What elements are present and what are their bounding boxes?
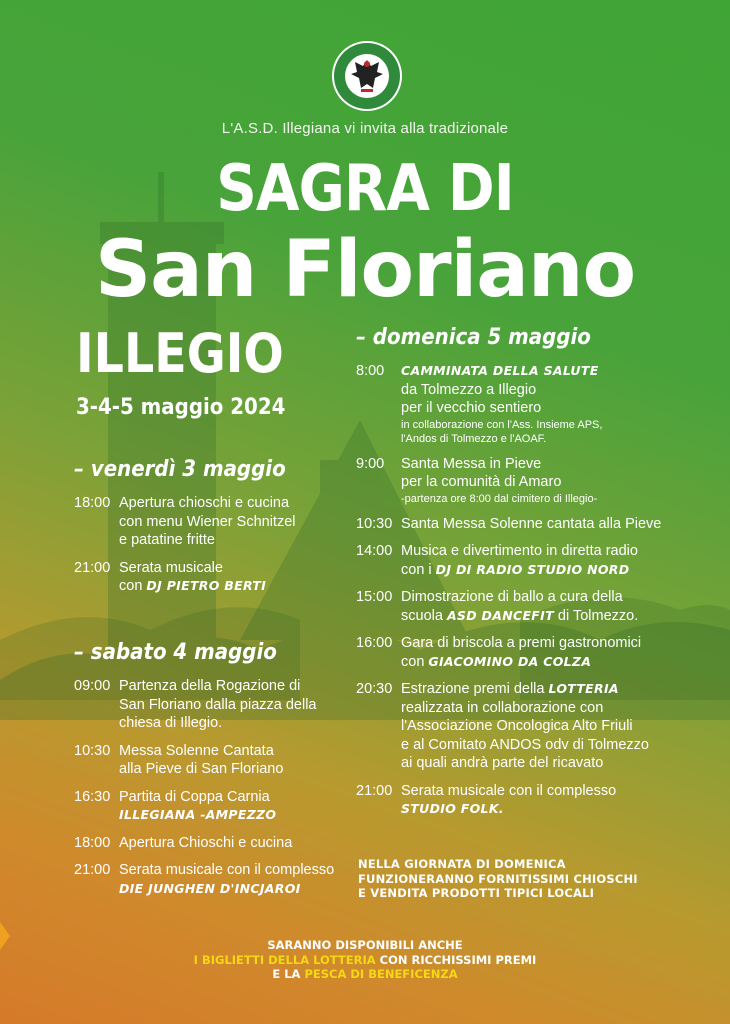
event-time: 21:00: [74, 862, 111, 878]
event-description: Serata musicale con il complesso DIE JUNGHEN D'INCJAROI: [119, 862, 335, 896]
list-item: [74, 788, 344, 825]
event-time: 21:00: [356, 782, 393, 799]
event-time: 20:30: [356, 681, 393, 697]
event-time: 16:00: [356, 635, 393, 651]
footer-announcement: SARANNO DISPONIBILI ANCHE I BIGLIETTI DELLA LOTTERIA CON RICCHISSIMI PREMI E LA PESCA DI BENEFICENZA: [193, 938, 537, 981]
event-time: 18:00: [74, 834, 111, 851]
school-name: ASD DANCEFIT: [446, 607, 554, 623]
performer-name: DJ PIETRO BERTI: [146, 578, 267, 593]
list-item: [356, 680, 676, 773]
event-description: Dimostrazione di ballo a cura della scuola ASD DANCEFIT di Tolmezzo.: [401, 589, 639, 624]
list-item: [74, 861, 344, 898]
event-dates: 3-4-5 maggio 2024: [76, 395, 286, 420]
event-description: Santa Messa in Pieve per la comunità di Amaro -partenza ore 8:00 dal cimitero di Illegio-: [401, 455, 598, 505]
event-description: Apertura Chioschi e cucina: [119, 834, 293, 851]
performer-name: STUDIO FOLK.: [401, 801, 504, 816]
event-description: Apertura chioschi e cucina con menu Wiener Schnitzel e patatine fritte: [119, 495, 296, 548]
friday-schedule: [74, 494, 344, 605]
event-highlight: CAMMINATA DELLA SALUTE: [401, 363, 599, 378]
list-item: [356, 588, 676, 625]
sunday-note: NELLA GIORNATA DI DOMENICA FUNZIONERANNO FORNITISSIMI CHIOSCHI E VENDITA PRODOTTI TIPICI LOCALI: [358, 857, 638, 900]
event-description: Messa Solenne Cantata alla Pieve di San Floriano: [119, 742, 284, 777]
event-description: Serata musicale con DJ PIETRO BERTI: [119, 559, 267, 594]
list-item: [356, 634, 676, 671]
list-item: [74, 834, 344, 853]
saturday-heading: – sabato 4 maggio: [74, 640, 277, 665]
lottery-label: LOTTERIA: [548, 681, 619, 696]
list-item: [356, 362, 676, 446]
event-description: Santa Messa Solenne cantata alla Pieve: [401, 515, 662, 532]
list-item: [74, 559, 344, 596]
sunday-schedule: [356, 362, 676, 828]
list-item: [356, 542, 676, 579]
list-item: [356, 782, 676, 819]
saturday-schedule: [74, 677, 344, 907]
title-line-1: SAGRA DI: [216, 152, 514, 226]
performer-name: GIACOMINO DA COLZA: [428, 653, 592, 669]
list-item: [74, 494, 344, 550]
event-time: 16:30: [74, 788, 111, 805]
match-name: ILLEGIANA -AMPEZZO: [119, 807, 277, 822]
friday-heading: – venerdì 3 maggio: [74, 457, 286, 482]
event-time: 21:00: [74, 559, 111, 576]
lottery-tickets-text: I BIGLIETTI DELLA LOTTERIA: [193, 952, 376, 967]
event-description: Gara di briscola a premi gastronomici con GIACOMINO DA COLZA: [401, 635, 642, 670]
sunday-heading: – domenica 5 maggio: [356, 325, 591, 350]
list-item: [356, 455, 676, 506]
event-time: 9:00: [356, 455, 385, 472]
intro-text: L'A.S.D. Illegiana vi invita alla tradizionale: [221, 120, 509, 137]
event-description: Partenza della Rogazione di San Floriano dalla piazza della chiesa di Illegio.: [119, 678, 317, 731]
title-line-2: San Floriano: [94, 225, 636, 315]
place-name: ILLEGIO: [76, 322, 284, 385]
event-description: CAMMINATA DELLA SALUTE da Tolmezzo a Illegio per il vecchio sentiero in collaborazione con l'Ass. Insieme APS, l'Andos di Tolmezzo e l'AOAF.: [401, 363, 603, 445]
event-description: Serata musicale con il complesso STUDIO FOLK.: [401, 782, 617, 816]
event-time: 8:00: [356, 363, 385, 379]
performer-name: DIE JUNGHEN D'INCJAROI: [119, 880, 301, 896]
event-time: 14:00: [356, 543, 393, 559]
event-description: Estrazione premi della LOTTERIA realizzata in collaborazione con l'Associazione Oncologica Alto Friuli e al Comitato ANDOS odv di Tolmezzo ai quali andrà parte del ricavato: [401, 681, 649, 771]
event-time: 15:00: [356, 589, 393, 605]
list-item: [74, 742, 344, 779]
event-description: Partita di Coppa Carnia ILLEGIANA -AMPEZZO: [119, 788, 277, 822]
event-time: 18:00: [74, 495, 111, 511]
event-time: 10:30: [74, 742, 111, 759]
performer-name: DJ DI RADIO STUDIO NORD: [435, 561, 630, 577]
event-time: 10:30: [356, 515, 393, 532]
club-logo: [331, 40, 403, 112]
charity-raffle-text: PESCA DI BENEFICENZA: [304, 967, 458, 981]
event-description: Musica e divertimento in diretta radio con i DJ DI RADIO STUDIO NORD: [401, 543, 638, 578]
list-item: [356, 515, 676, 534]
event-time: 09:00: [74, 678, 111, 694]
list-item: [74, 677, 344, 733]
